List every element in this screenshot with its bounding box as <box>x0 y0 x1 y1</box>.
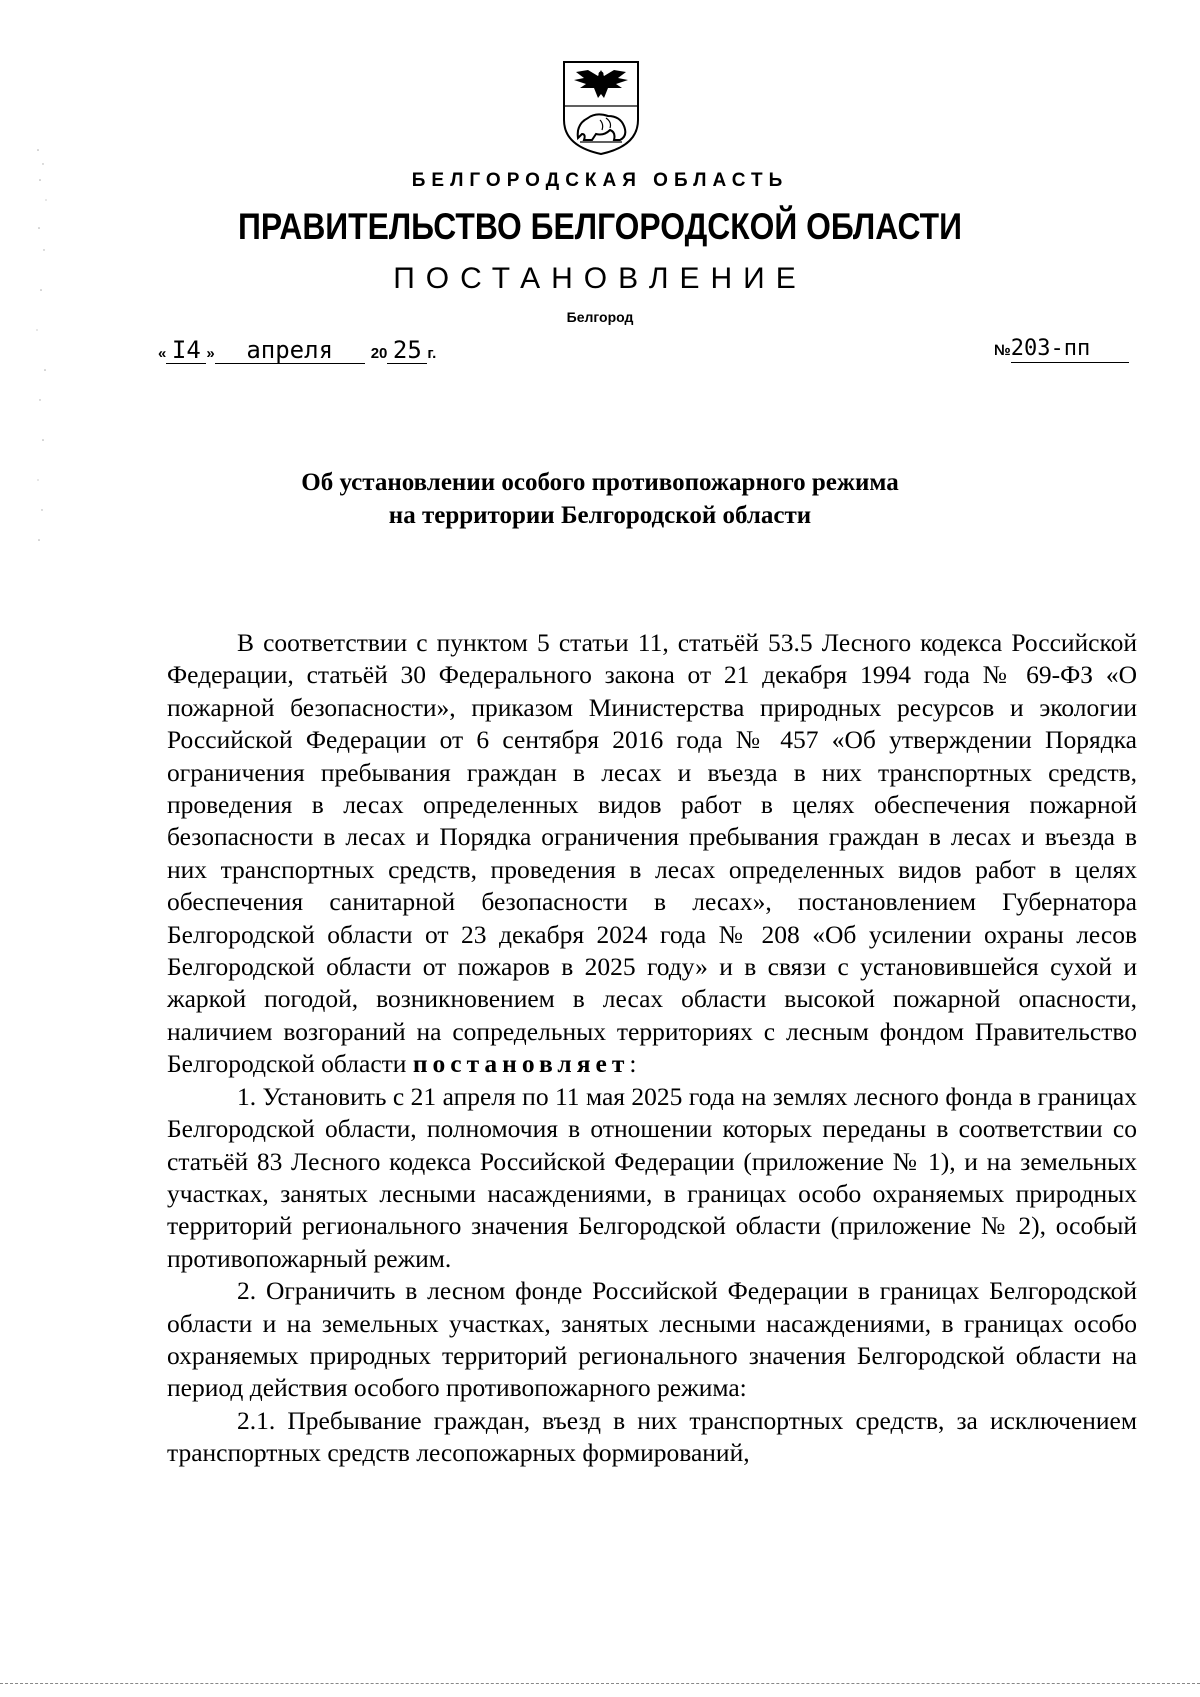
item-1-paragraph: 1. Установить с 21 апреля по 11 мая 2025 года на землях лесного фонда в границах Белгородской области, полномочия в отношении которых переданы в соответствии со статьёй 83 Лесного кодекса Российской Федерации (приложение № 1), и на земельных участках, занятых лесными насаждениями, в границах особо охраняемых природных территорий регионального значения Белгородской области (приложение № 2), особый противопожарный режим. <box>167 1081 1137 1273</box>
city-label: Белгород <box>566 309 634 325</box>
date-year-prefix: 20 <box>370 345 388 362</box>
number-prefix: № <box>994 342 1011 359</box>
preamble-text: В соответствии с пунктом 5 статьи 11, статьёй 53.5 Лесного кодекса Российской Федерации, статьёй 30 Федерального закона от 21 декабря 1994 года № 69-ФЗ «О пожарной безопасности», приказом Министерства природных ресурсов и экологии Российской Федерации от 6 сентября 2016 года № 457 «Об утверждении Порядка ограничения пребывания граждан в лесах и въезда в них транспортных средств, проведения в лесах определенных видов работ в целях обеспечения пожарной безопасности в лесах и Порядка ограничения пребывания граждан в лесах и въезда в них транспортных средств, проведения в лесах определенных видов работ в целях обеспечения санитарной безопасности в лесах», постановлением Губернатора Белгородской области от 23 декабря 2024 года № 208 «Об усилении охраны лесов Белгородской области от пожаров в 2025 году» и в связи с установившейся сухой и жаркой погодой, возникновением в лесах области высокой пожарной опасности, наличием возгораний на сопредельных территориях с лесным фондом Правительство Белгородской области <box>167 628 1137 1079</box>
government-heading: ПРАВИТЕЛЬСТВО БЕЛГОРОДСКОЙ ОБЛАСТИ <box>238 206 962 247</box>
coat-of-arms-emblem <box>556 58 646 158</box>
date-month: апреля <box>215 337 365 364</box>
title-line-2: на территории Белгородской области <box>388 502 812 529</box>
date-year-unit: г. <box>427 345 437 362</box>
date-day: I4 <box>166 337 206 364</box>
item-2-1-paragraph: 2.1. Пребывание граждан, въезд в них транспортных средств, за исключением транспортных средств лесопожарных формирований, <box>167 1405 1137 1468</box>
region-heading: БЕЛГОРОДСКАЯ ОБЛАСТЬ <box>411 170 789 191</box>
document-number <box>994 336 1129 363</box>
document-type-heading: ПОСТАНОВЛЕНИЕ <box>393 262 807 295</box>
title-line-1: Об установлении особого противопожарного режима <box>301 469 899 496</box>
date-close-quote: » <box>206 345 215 362</box>
document-body <box>167 627 1137 1470</box>
document-date <box>158 337 436 364</box>
date-year-suffix: 25 <box>387 337 427 364</box>
item-2-paragraph: 2. Ограничить в лесном фонде Российской Федерации в границах Белгородской области и на земельных участках, занятых лесными насаждениями, в границах особо охраняемых природных территорий регионального значения Белгородской области на период действия особого противопожарного режима: <box>167 1276 1137 1403</box>
scan-bottom-edge <box>0 1683 1200 1684</box>
decree-colon: : <box>629 1049 637 1079</box>
preamble-paragraph <box>167 627 1137 1081</box>
date-open-quote: « <box>158 345 167 362</box>
number-value: 203-пп <box>1011 336 1129 363</box>
document-title <box>0 466 1200 532</box>
decree-word: постановляет <box>412 1049 630 1079</box>
